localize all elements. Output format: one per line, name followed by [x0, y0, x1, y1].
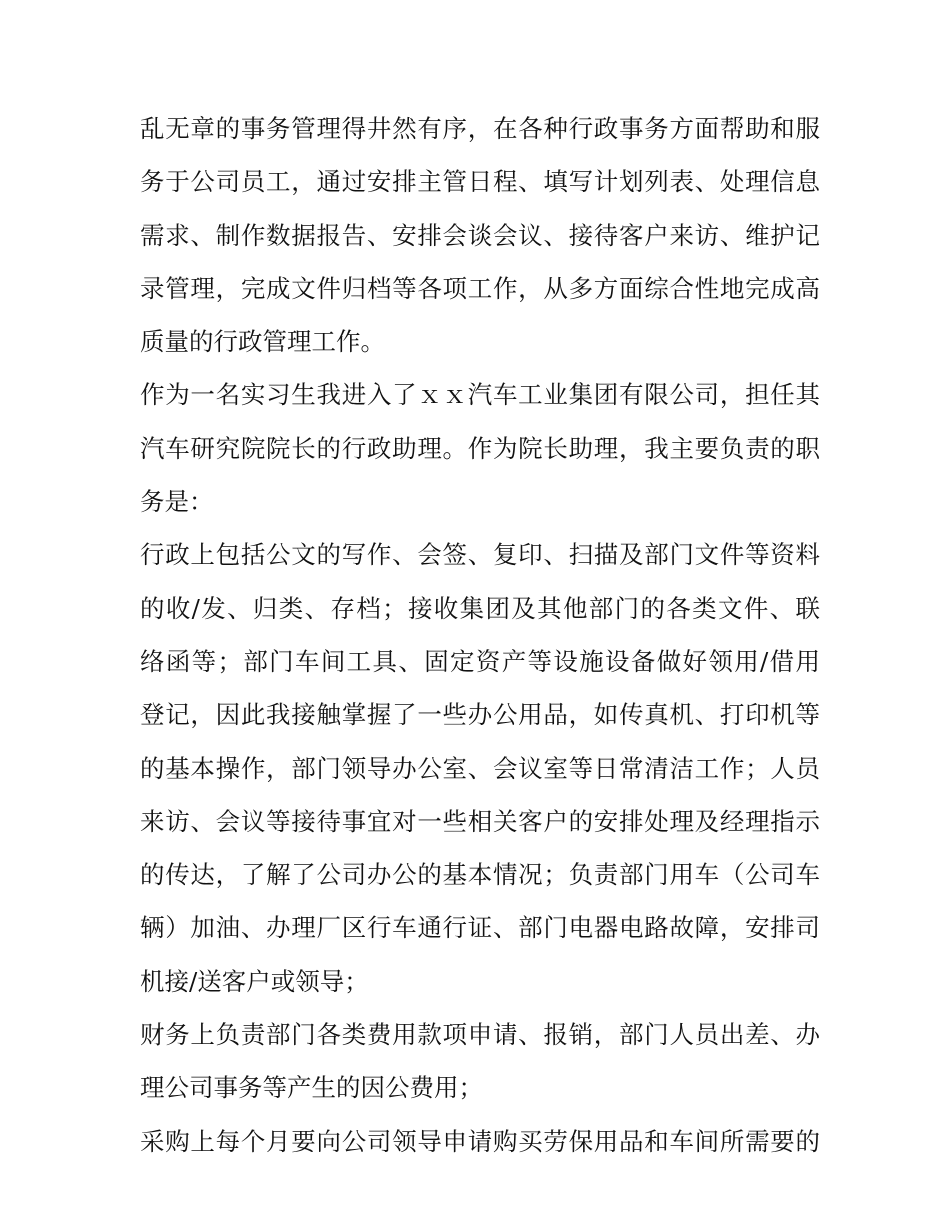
paragraph-administrative-duties [140, 528, 820, 1008]
text-line: 辆）加油、办理厂区行车通行证、部门电器电路故障，安排司 [140, 913, 820, 943]
text-line: 汽车研究院院长的行政助理。作为院长助理，我主要负责的职 [140, 433, 820, 463]
text-line: 的基本操作，部门领导办公室、会议室等日常清洁工作；人员 [140, 753, 820, 783]
text-line: 络函等；部门车间工具、固定资产等设施设备做好领用/借用 [140, 646, 820, 676]
text-line: 需求、制作数据报告、安排会谈会议、接待客户来访、维护记 [140, 220, 820, 250]
text-line: 来访、会议等接待事宜对一些相关客户的安排处理及经理指示 [140, 806, 820, 836]
text-line: 的收/发、归类、存档；接收集团及其他部门的各类文件、联 [140, 593, 820, 623]
text-line: 录管理，完成文件归档等各项工作，从多方面综合性地完成高 [140, 273, 820, 303]
body-text [140, 102, 820, 1168]
paragraph-internship-intro [140, 368, 820, 528]
text-line: 乱无章的事务管理得井然有序，在各种行政事务方面帮助和服 [140, 114, 820, 143]
text-line: 理公司事务等产生的因公费用； [140, 1073, 483, 1103]
paragraph-finance-duties [140, 1008, 820, 1115]
text-line: 登记，因此我接触掌握了一些办公用品，如传真机、打印机等 [140, 700, 820, 730]
text-line: 财务上负责部门各类费用款项申请、报销，部门人员出差、办 [140, 1020, 820, 1050]
text-line: 的传达，了解了公司办公的基本情况；负责部门用车（公司车 [140, 860, 820, 890]
text-line: 作为一名实习生我进入了ｘｘ汽车工业集团有限公司，担任其 [140, 380, 820, 410]
text-line: 行政上包括公文的写作、会签、复印、扫描及部门文件等资料 [140, 540, 820, 570]
paragraph-duties-overview [140, 102, 820, 368]
text-line: 质量的行政管理工作。 [140, 327, 385, 357]
text-line: 务是： [140, 487, 214, 517]
text-line: 务于公司员工，通过安排主管日程、填写计划列表、处理信息 [140, 167, 820, 197]
text-line: 机接/送客户或领导； [140, 966, 369, 996]
paragraph-procurement-duties [140, 1115, 820, 1168]
text-line: 采购上每个月要向公司领导申请购买劳保用品和车间所需要的 [140, 1126, 820, 1156]
